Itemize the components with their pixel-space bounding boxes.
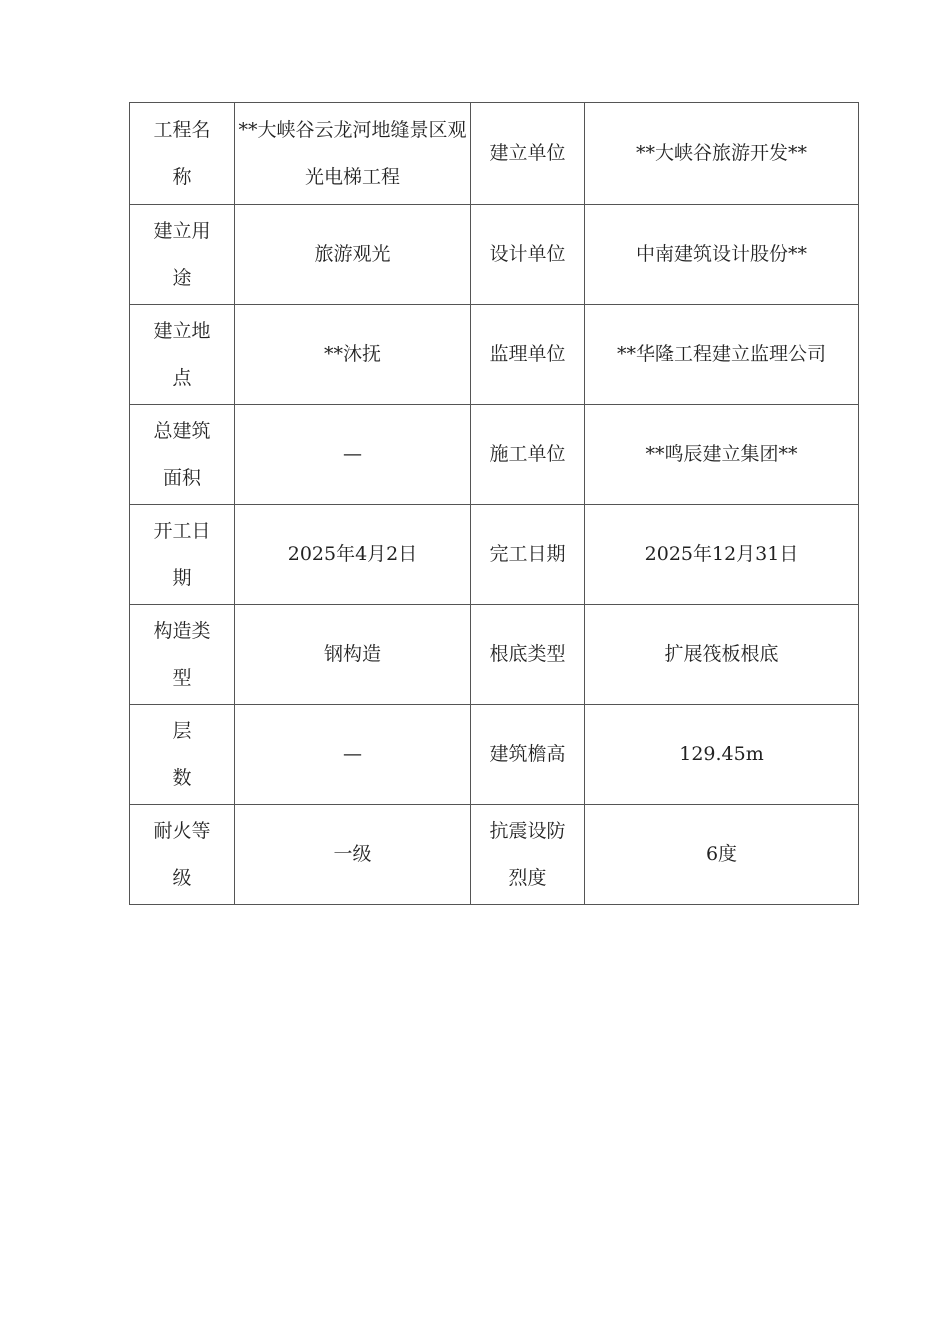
contractor-unit-value: **鸣辰建立集团**	[585, 405, 859, 505]
table-row	[130, 505, 859, 605]
foundation-type-label: 根底类型	[471, 605, 585, 705]
table-row	[130, 405, 859, 505]
total-floor-area-value: —	[235, 405, 471, 505]
floor-count-label: 层数	[130, 705, 235, 805]
building-location-label: 建立地点	[130, 305, 235, 405]
table-row	[130, 305, 859, 405]
total-floor-area-label: 总建筑面积	[130, 405, 235, 505]
supervision-unit-label: 监理单位	[471, 305, 585, 405]
table-row	[130, 205, 859, 305]
construction-unit-value: **大峡谷旅游开发**	[585, 103, 859, 205]
seismic-intensity-value: 6度	[585, 805, 859, 905]
table-row	[130, 705, 859, 805]
table-row	[130, 103, 859, 205]
table-row	[130, 805, 859, 905]
seismic-intensity-label: 抗震设防烈度	[471, 805, 585, 905]
table-row	[130, 605, 859, 705]
completion-date-value: 2025年12月31日	[585, 505, 859, 605]
structure-type-value: 钢构造	[235, 605, 471, 705]
structure-type-label: 构造类型	[130, 605, 235, 705]
supervision-unit-value: **华隆工程建立监理公司	[585, 305, 859, 405]
fire-rating-label: 耐火等级	[130, 805, 235, 905]
project-name-label: 工程名称	[130, 103, 235, 205]
construction-unit-label: 建立单位	[471, 103, 585, 205]
start-date-label: 开工日期	[130, 505, 235, 605]
completion-date-label: 完工日期	[471, 505, 585, 605]
eave-height-label: 建筑檐高	[471, 705, 585, 805]
building-use-label: 建立用途	[130, 205, 235, 305]
contractor-unit-label: 施工单位	[471, 405, 585, 505]
project-name-value: **大峡谷云龙河地缝景区观光电梯工程	[235, 103, 471, 205]
floor-count-value: —	[235, 705, 471, 805]
fire-rating-value: 一级	[235, 805, 471, 905]
foundation-type-value: 扩展筏板根底	[585, 605, 859, 705]
building-use-value: 旅游观光	[235, 205, 471, 305]
eave-height-value: 129.45m	[585, 705, 859, 805]
project-info-table	[129, 102, 859, 905]
design-unit-label: 设计单位	[471, 205, 585, 305]
start-date-value: 2025年4月2日	[235, 505, 471, 605]
building-location-value: **沐抚	[235, 305, 471, 405]
design-unit-value: 中南建筑设计股份**	[585, 205, 859, 305]
